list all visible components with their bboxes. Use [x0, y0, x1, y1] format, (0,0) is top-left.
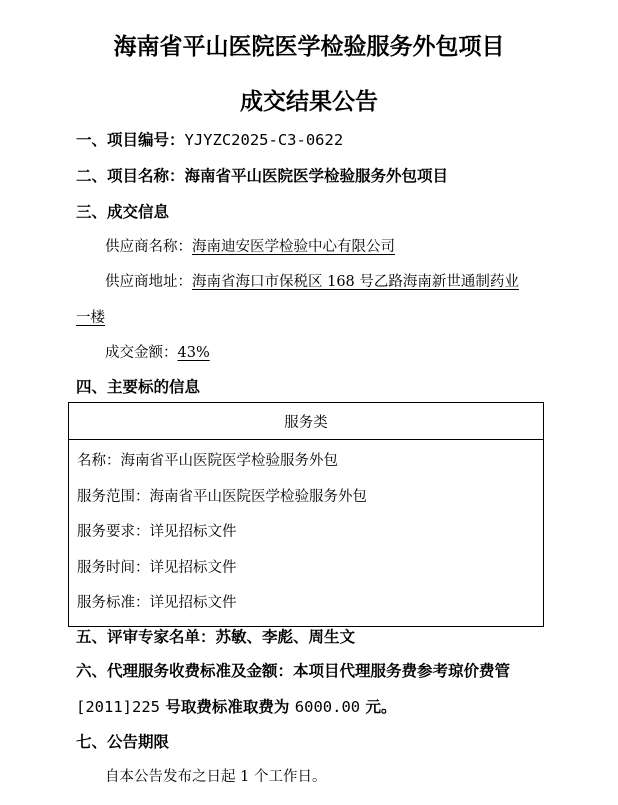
agency-fee-ref: [2011]225: [76, 698, 160, 716]
project-name-label: 二、项目名称：: [76, 167, 185, 185]
deal-amount-label: 成交金额：: [105, 345, 178, 361]
agency-fee-value-1: 本项目代理服务费参考琼价费管: [293, 662, 511, 680]
project-number-label: 一、项目编号：: [76, 131, 185, 149]
table-row: [77, 515, 535, 551]
supplier-address-line: [105, 270, 519, 291]
document-title-line1: 海南省平山医院医学检验服务外包项目: [113, 34, 505, 60]
document-title-line2: 成交结果公告: [240, 89, 378, 115]
row-label: 服务要求：: [77, 524, 150, 540]
agency-fee-text: 号取费标准取费为: [160, 698, 295, 716]
row-label: 服务时间：: [77, 559, 150, 576]
table-body: [69, 440, 544, 627]
section-agency-fee-continuation: [76, 695, 397, 717]
row-label: 服务范围：: [77, 488, 150, 505]
supplier-name-label: 供应商名称：: [105, 239, 192, 255]
row-value: 详见招标文件: [149, 524, 237, 540]
notice-period-text: 自本公告发布之日起 1 个工作日。: [105, 769, 327, 785]
row-value: 详见招标文件: [149, 595, 237, 611]
supplier-name-value: 海南迪安医学检验中心有限公司: [192, 239, 395, 255]
section-agency-fee: [76, 659, 510, 681]
supplier-name-line: [105, 235, 395, 256]
table-header-service-type: 服务类: [69, 403, 544, 440]
supplier-address-value: 海南省海口市保税区 168 号乙路海南新世通制药业: [192, 274, 519, 290]
project-name-value: 海南省平山医院医学检验服务外包项目: [184, 167, 449, 185]
deal-amount-line: [105, 341, 210, 362]
row-label: 名称：: [77, 453, 121, 469]
supplier-address-continuation: [76, 306, 105, 327]
subject-info-table: [68, 402, 544, 627]
section-main-subject-heading: 四、主要标的信息: [76, 378, 201, 396]
agency-fee-amount: 6000.00: [294, 698, 361, 716]
agency-fee-unit: 元。: [360, 698, 397, 716]
table-row: [77, 551, 535, 587]
supplier-address-label: 供应商地址：: [105, 274, 192, 290]
row-value: 海南省平山医院医学检验服务外包: [149, 488, 367, 505]
section-project-number: [76, 128, 343, 150]
table-row: [77, 480, 535, 516]
section-notice-period-heading: 七、公告期限: [76, 733, 170, 751]
row-value: 海南省平山医院医学检验服务外包: [120, 453, 338, 469]
agency-fee-label: 六、代理服务收费标准及金额：: [76, 662, 294, 680]
table-row: [77, 444, 535, 480]
section-project-name: [76, 164, 448, 186]
row-value: 详见招标文件: [149, 559, 237, 576]
deal-amount-value: 43%: [177, 345, 210, 361]
section-deal-info-heading: 三、成交信息: [76, 203, 170, 221]
project-number-value: YJYZC2025-C3-0622: [184, 131, 344, 149]
row-label: 服务标准：: [77, 595, 150, 611]
expert-list-label: 五、评审专家名单：: [76, 628, 216, 646]
supplier-address-value-cont: 一楼: [76, 310, 105, 326]
table-row: [77, 586, 535, 622]
expert-list-value: 苏敏、李彪、周生文: [215, 628, 356, 646]
section-expert-list: [76, 625, 355, 647]
